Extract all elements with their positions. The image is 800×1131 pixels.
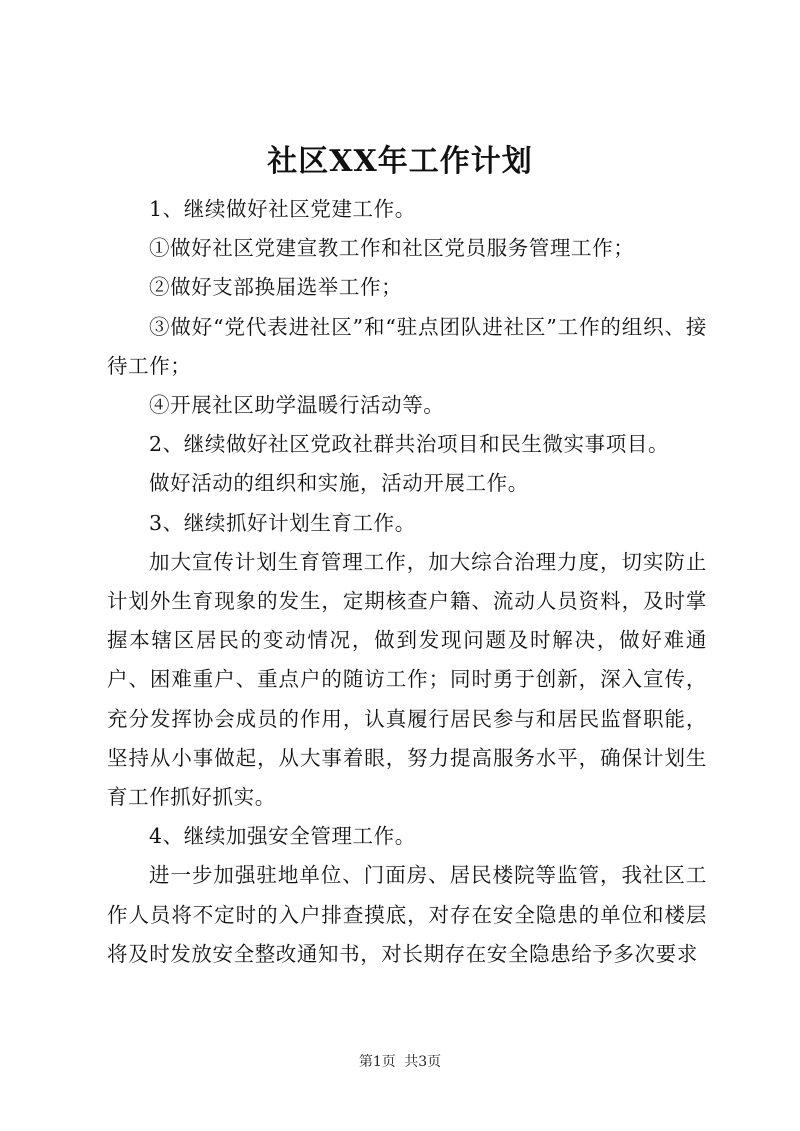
page-number: 第1页 [358, 1054, 396, 1070]
paragraph-6: 2、继续做好社区党政社群共治项目和民生微实事项目。 [149, 432, 670, 457]
document-body [107, 190, 707, 974]
paragraph-1: 1、继续做好社区党建工作。 [149, 197, 416, 221]
paragraph-11: 进一步加强驻地单位、门面房、居民楼院等监管，我社区工作人员将不定时的入户排查摸底，对存在安全隐患的单位和楼层将及时发放安全整改通知书，对长期存在安全隐患给予多次要求 [107, 863, 707, 966]
paragraph-10: 4、继续加强安全管理工作。 [149, 824, 416, 849]
paragraph-2: ①做好社区党建宣教工作和社区党员服务管理工作； [149, 236, 635, 261]
paragraph-3: ②做好支部换届选举工作； [149, 275, 403, 300]
page-total: 共3页 [404, 1054, 442, 1070]
paragraph-9: 加大宣传计划生育管理工作，加大综合治理力度，切实防止计划外生育现象的发生，定期核查户籍、流动人员资料，及时掌握本辖区居民的变动情况，做到发现问题及时解决，做好难通户、困难重户、重点户的随访工作；同时勇于创新，深入宣传，充分发挥协会成员的作用，认真履行居民参与和居民监督职能，坚持从小事做起，从大事着眼，努力提高服务水平，确保计划生育工作抓好抓实。 [107, 549, 707, 810]
paragraph-5: ④开展社区助学温暖行活动等。 [149, 393, 445, 418]
document-title: 社区XX年工作计划 [267, 144, 533, 179]
paragraph-7: 做好活动的组织和实施，活动开展工作。 [149, 471, 529, 496]
page-footer [0, 1052, 800, 1072]
paragraph-8: 3、继续抓好计划生育工作。 [149, 510, 416, 535]
paragraph-4: ③做好“党代表进社区”和“驻点团队进社区”工作的组织、接待工作； [107, 314, 707, 378]
